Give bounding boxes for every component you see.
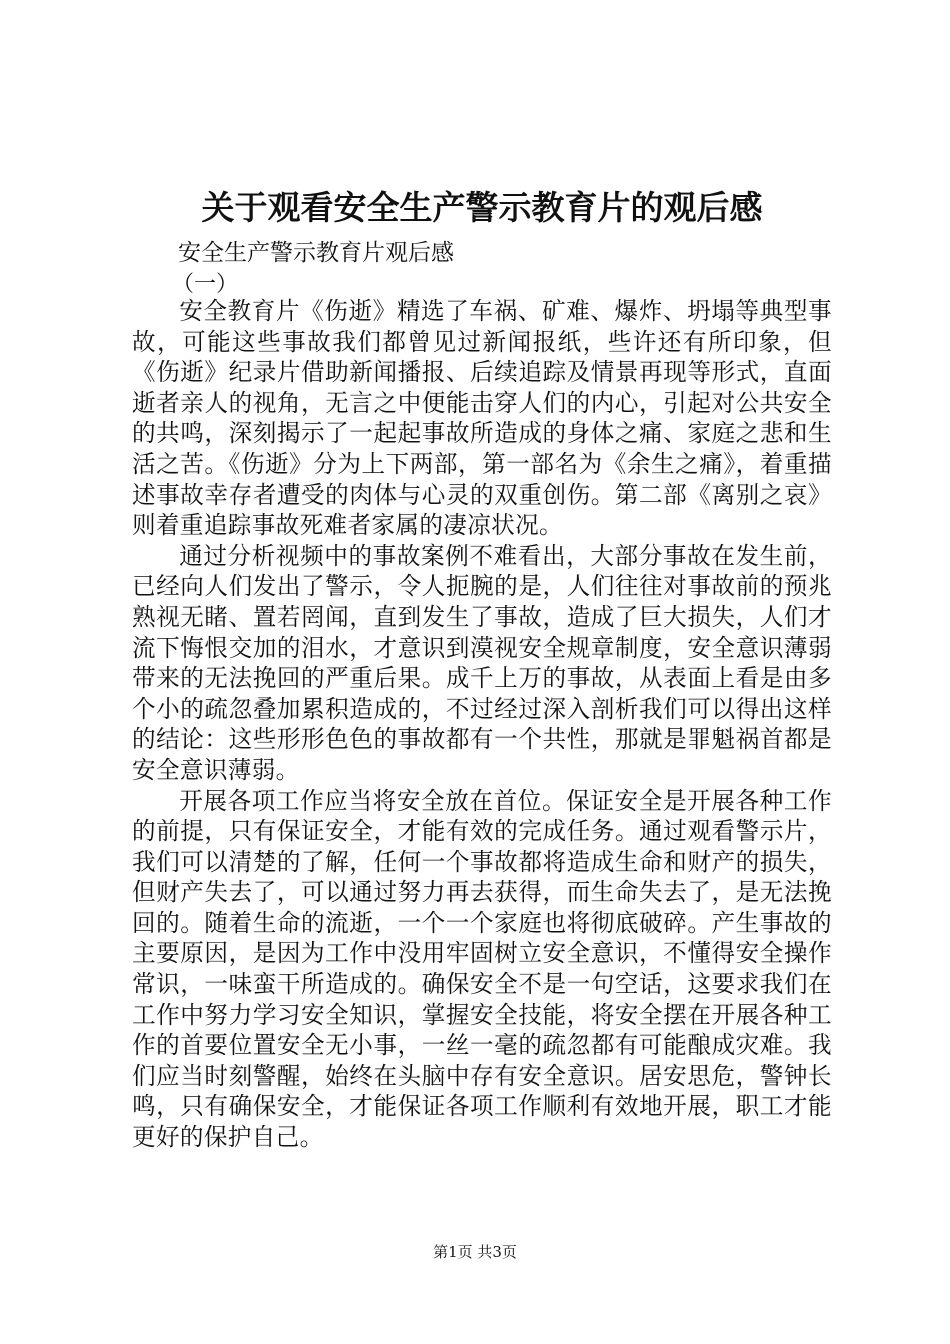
page-footer: 第1页 共3页: [433, 1243, 517, 1261]
paragraph: 通过分析视频中的事故案例不难看出，大部分事故在发生前，已经向人们发出了警示，令人扼腕的是，人们往往对事故前的预兆熟视无睹、置若罔闻，直到发生了事故，造成了巨大损失，人们才流下悔恨交加的泪水，才意识到漠视安全规章制度，安全意识薄弱带来的无法挽回的严重后果。成千上万的事故，从表面上看是由多个小的疏忽叠加累积造成的，不过经过深入剖析我们可以得出这样的结论：这些形形色色的事故都有一个共性，那就是罪魁祸首都是安全意识薄弱。: [132, 541, 832, 784]
document-subtitle: 安全生产警示教育片观后感: [178, 240, 454, 266]
paragraph: 开展各项工作应当将安全放在首位。保证安全是开展各种工作的前提，只有保证安全，才能有效的完成任务。通过观看警示片，我们可以清楚的了解，任何一个事故都将造成生命和财产的损失，但财产失去了，可以通过努力再去获得，而生命失去了，是无法挽回的。随着生命的流逝，一个一个家庭也将彻底破碎。产生事故的主要原因，是因为工作中没用牢固树立安全意识，不懂得安全操作常识，一味蛮干所造成的。确保安全不是一句空话，这要求我们在工作中努力学习安全知识，掌握安全技能，将安全摆在开展各种工作的首要位置安全无小事，一丝一毫的疏忽都有可能酿成灾难。我们应当时刻警醒，始终在头脑中存有安全意识。居安思危，警钟长鸣，只有确保安全，才能保证各项工作顺利有效地开展，职工才能更好的保护自己。: [132, 786, 832, 1152]
paragraph: 安全教育片《伤逝》精选了车祸、矿难、爆炸、坍塌等典型事故，可能这些事故我们都曾见过新闻报纸，些许还有所印象，但《伤逝》纪录片借助新闻播报、后续追踪及情景再现等形式，直面逝者亲人的视角，无言之中便能击穿人们的内心，引起对公共安全的共鸣，深刻揭示了一起起事故所造成的身体之痛、家庭之悲和生活之苦。《伤逝》分为上下两部，第一部名为《余生之痛》，着重描述事故幸存者遭受的肉体与心灵的双重创伤。第二部《离别之哀》则着重追踪事故死难者家属的凄凉状况。: [132, 297, 832, 540]
document-title: 关于观看安全生产警示教育片的观后感: [201, 188, 763, 227]
body-text: [132, 296, 832, 1153]
section-number: （一）: [172, 272, 239, 297]
